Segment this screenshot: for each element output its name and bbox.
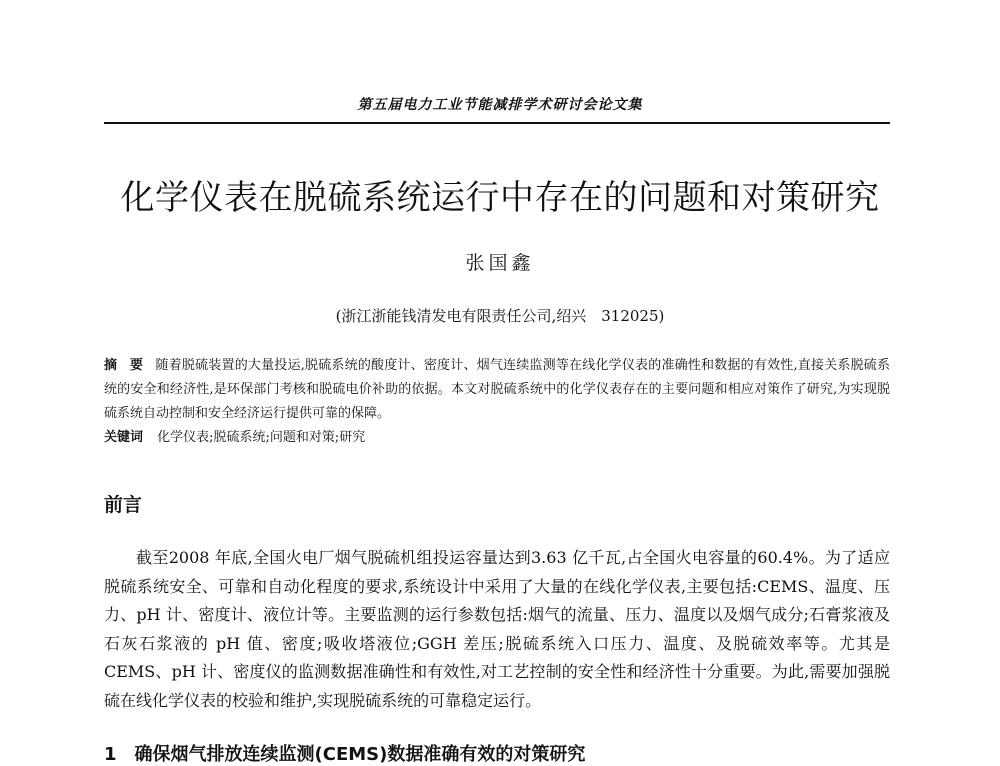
abstract <box>104 354 890 426</box>
intro-heading: 前言 <box>104 494 143 516</box>
keywords-label: 关键词 <box>104 430 144 445</box>
keywords <box>104 426 890 450</box>
abstract-text: 随着脱硫装置的大量投运,脱硫系统的酸度计、密度计、烟气连续监测等在线化学仪表的准确性和数据的有效性,直接关系脱硫系统的安全和经济性,是环保部门考核和脱硫电价补助的依据。本文对脱硫系统中的化学仪表存在的主要问题和相应对策作了研究,为实现脱硫系统自动控制和安全经济运行提供可靠的保障。 <box>104 358 891 421</box>
abstract-label: 摘 要 <box>104 358 148 373</box>
paper-title: 化学仪表在脱硫系统运行中存在的问题和对策研究 <box>120 178 880 218</box>
running-header: 第五届电力工业节能减排学术研讨会论文集 <box>357 97 643 113</box>
section-1-heading: 1 确保烟气排放连续监测(CEMS)数据准确有效的对策研究 <box>104 744 586 765</box>
keywords-text: 化学仪表;脱硫系统;问题和对策;研究 <box>157 430 366 445</box>
author-affiliation: (浙江浙能钱清发电有限责任公司,绍兴 312025) <box>335 307 665 325</box>
header-rule <box>104 122 890 124</box>
author-name: 张国鑫 <box>465 252 535 274</box>
intro-paragraph: 截至2008 年底,全国火电厂烟气脱硫机组投运容量达到3.63 亿千瓦,占全国火电容量的60.4%。为了适应脱硫系统安全、可靠和自动化程度的要求,系统设计中采用了大量的在线化学仪表,主要包括:CEMS、温度、压力、pH 计、密度计、液位计等。主要监测的运行参数包括:烟气的流量、压力、温度以及烟气成分;石膏浆液及石灰石浆液的 pH 值、密度;吸收塔液位;GGH 差压;脱硫系统入口压力、温度、及脱硫效率等。尤其是CEMS、pH 计、密度仪的监测数据准确性和有效性,对工艺控制的安全性和经济性十分重要。为此,需要加强脱硫在线化学仪表的校验和维护,实现脱硫系统的可靠稳定运行。 <box>104 548 890 710</box>
